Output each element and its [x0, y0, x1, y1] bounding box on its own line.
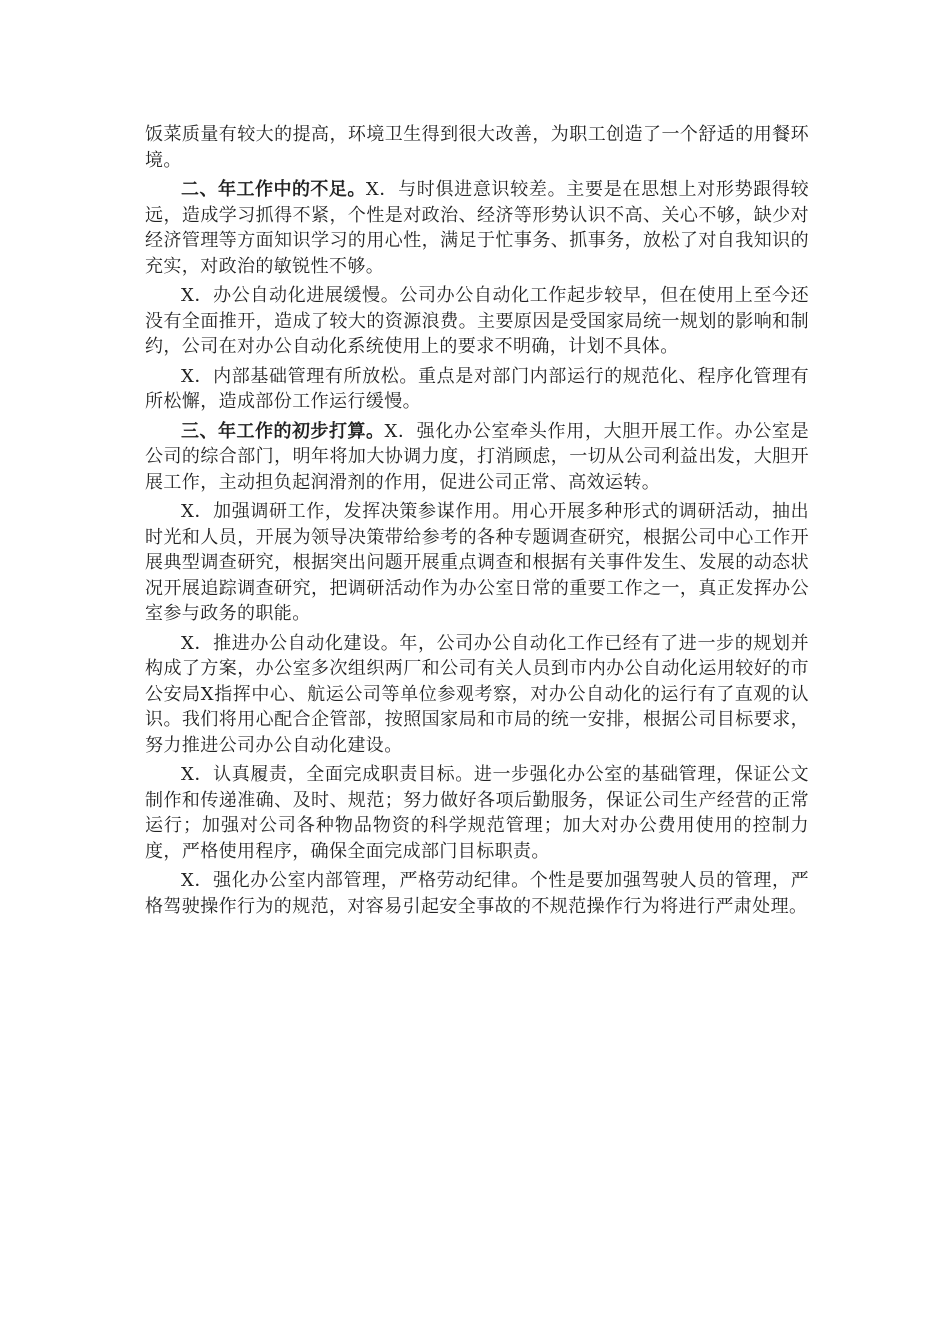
section-heading-plans: 三、年工作的初步打算。	[181, 420, 385, 442]
paragraph-text: X．与时俱进意识较差。主要是在思想上对形势跟得较远，造成学习抓得不紧，个性是对政治、经济等形势认识不高、关心不够，缺少对经济管理等方面知识学习的用心性，满足于忙事务、抓事务，放松了对自我知识的充实，对政治的敏锐性不够。	[145, 179, 809, 277]
section-heading-shortcomings: 二、年工作中的不足。	[181, 179, 366, 200]
document-body	[145, 122, 809, 923]
paragraph-research: X．加强调研工作，发挥决策参谋作用。用心开展多种形式的调研活动，抽出时光和人员，开展为领导决策带给参考的各种专题调查研究，根据公司中心工作开展典型调查研究，根据突出问题开展重点调查和根据有关事件发生、发展的动态状况开展追踪调查研究，把调研活动作为办公室日常的重要工作之一，真正发挥办公室参与政务的职能。	[145, 501, 809, 624]
paragraph-plans	[145, 419, 809, 496]
paragraph-continuation: 饭菜质量有较大的提高，环境卫生得到很大改善，为职工创造了一个舒适的用餐环境。	[145, 124, 809, 171]
paragraph-automation-construction: X．推进办公自动化建设。年，公司办公自动化工作已经有了进一步的规划并构成了方案，办公室多次组织两厂和公司有关人员到市内办公自动化运用较好的市公安局X指挥中心、航运公司等单位参观考察，对办公自动化的运行有了直观的认识。我们将用心配合企管部，按照国家局和市局的统一安排，根据公司目标要求，努力推进公司办公自动化建设。	[145, 632, 809, 756]
paragraph-discipline: X．强化办公室内部管理，严格劳动纪律。个性是要加强驾驶人员的管理，严格驾驶操作行为的规范，对容易引起安全事故的不规范操作行为将进行严肃处理。	[145, 870, 809, 917]
paragraph-responsibilities: X．认真履责，全面完成职责目标。进一步强化办公室的基础管理，保证公文制作和传递准确、及时、规范；努力做好各项后勤服务，保证公司生产经营的正常运行；加强对公司各种物品物资的科学规范管理；加大对办公费用使用的控制力度，严格使用程序，确保全面完成部门目标职责。	[145, 764, 809, 862]
paragraph-text: X．强化办公室牵头作用，大胆开展工作。办公室是公司的综合部门，明年将加大协调力度，打消顾虑，一切从公司利益出发，大胆开展工作，主动担负起润滑剂的作用，促进公司正常、高效运转。	[145, 420, 810, 493]
paragraph-internal-management: X．内部基础管理有所放松。重点是对部门内部运行的规范化、程序化管理有所松懈，造成部份工作运行缓慢。	[145, 365, 809, 412]
paragraph-office-automation: X．办公自动化进展缓慢。公司办公自动化工作起步较早，但在使用上至今还没有全面推开，造成了较大的资源浪费。主要原因是受国家局统一规划的影响和制约，公司在对办公自动化系统使用上的要求不明确，计划不具体。	[145, 285, 809, 357]
paragraph-shortcomings	[145, 177, 809, 279]
